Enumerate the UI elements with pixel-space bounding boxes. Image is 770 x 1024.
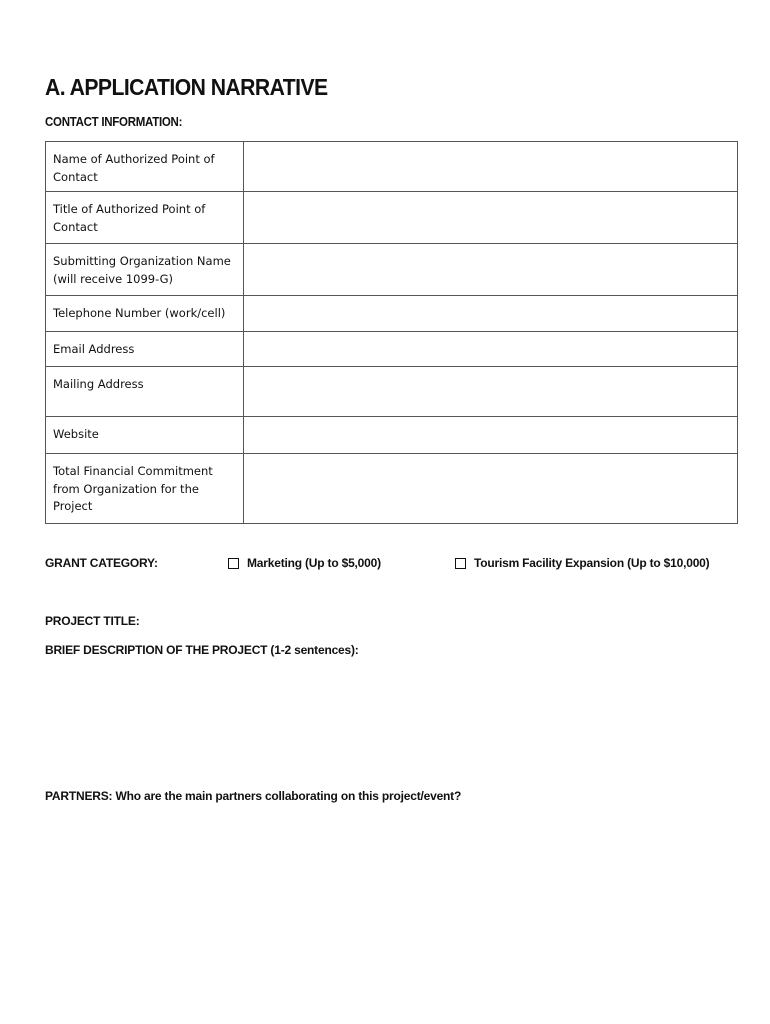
- organization-name-field[interactable]: [244, 244, 738, 296]
- contact-information-heading: CONTACT INFORMATION:: [45, 115, 183, 129]
- table-row: [46, 367, 738, 417]
- financial-commitment-field[interactable]: [244, 454, 738, 524]
- financial-commitment-label: Total Financial Commitment from Organization for the Project: [46, 454, 244, 524]
- brief-description-label: BRIEF DESCRIPTION OF THE PROJECT (1-2 sentences):: [45, 643, 359, 657]
- website-field[interactable]: [244, 417, 738, 454]
- website-label: Website: [46, 417, 244, 454]
- partners-label: PARTNERS: Who are the main partners collaborating on this project/event?: [45, 789, 462, 803]
- contact-title-field[interactable]: [244, 192, 738, 244]
- table-row: [46, 142, 738, 192]
- email-label: Email Address: [46, 332, 244, 367]
- contact-information-table: [45, 141, 738, 524]
- tourism-facility-checkbox[interactable]: [455, 558, 466, 569]
- contact-title-label: Title of Authorized Point of Contact: [46, 192, 244, 244]
- marketing-option-label: Marketing (Up to $5,000): [247, 556, 381, 570]
- contact-name-field[interactable]: [244, 142, 738, 192]
- email-field[interactable]: [244, 332, 738, 367]
- marketing-checkbox[interactable]: [228, 558, 239, 569]
- tourism-facility-option-label: Tourism Facility Expansion (Up to $10,000): [474, 556, 710, 570]
- telephone-field[interactable]: [244, 296, 738, 332]
- mailing-address-label: Mailing Address: [46, 367, 244, 417]
- organization-name-label: Submitting Organization Name (will receive 1099-G): [46, 244, 244, 296]
- table-row: [46, 454, 738, 524]
- marketing-option[interactable]: [228, 556, 381, 570]
- page-title: A. APPLICATION NARRATIVE: [45, 74, 328, 100]
- mailing-address-field[interactable]: [244, 367, 738, 417]
- table-row: [46, 244, 738, 296]
- telephone-label: Telephone Number (work/cell): [46, 296, 244, 332]
- table-row: [46, 296, 738, 332]
- table-row: [46, 332, 738, 367]
- grant-category-label: GRANT CATEGORY:: [45, 556, 158, 570]
- project-title-label: PROJECT TITLE:: [45, 614, 140, 628]
- table-row: [46, 417, 738, 454]
- tourism-facility-option[interactable]: [455, 556, 709, 570]
- table-row: [46, 192, 738, 244]
- contact-name-label: Name of Authorized Point of Contact: [46, 142, 244, 192]
